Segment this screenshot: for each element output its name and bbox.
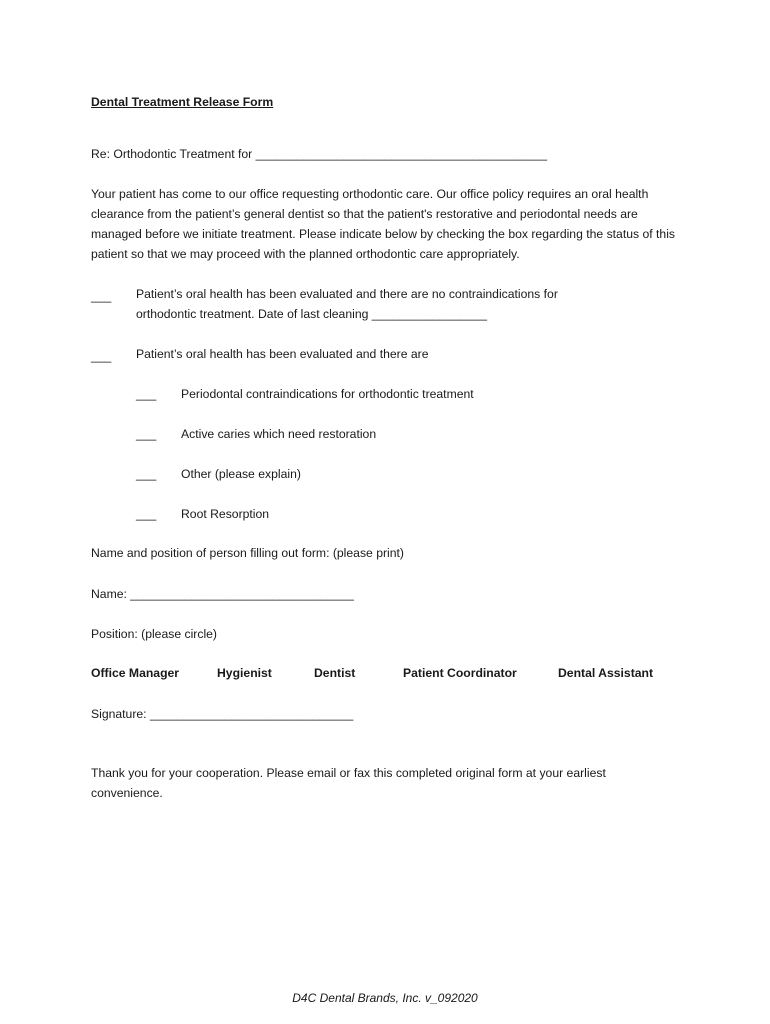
intro-paragraph: Your patient has come to our office requesting orthodontic care. Our office policy requires an oral health clearance from the patient’s general dentist so that the patient's restorative and periodontal needs are managed before we initiate treatment. Please indicate below by checking the box regarding the status of this patient so that we may proceed with the planned orthodontic care appropriately.	[91, 187, 675, 261]
position-dentist[interactable]: Dentist	[314, 666, 356, 680]
re-line: Re: Orthodontic Treatment for ___________________________________________	[91, 147, 548, 161]
option1-line1: Patient’s oral health has been evaluated and there are no contraindications for	[136, 287, 558, 301]
checkbox-blank-sub1[interactable]: ___	[136, 387, 157, 401]
sub-item-other: Other (please explain)	[181, 467, 301, 481]
position-patient-coordinator[interactable]: Patient Coordinator	[403, 666, 517, 680]
position-office-manager[interactable]: Office Manager	[91, 666, 180, 680]
form-title: Dental Treatment Release Form	[91, 95, 274, 109]
checkbox-blank-sub2[interactable]: ___	[136, 427, 157, 441]
name-position-prompt: Name and position of person filling out form: (please print)	[91, 546, 404, 560]
thanks-paragraph: Thank you for your cooperation. Please email or fax this completed original form at your earliest convenience.	[91, 766, 606, 800]
checkbox-blank-sub4[interactable]: ___	[136, 507, 157, 521]
option2-label: Patient’s oral health has been evaluated and there are	[136, 347, 429, 361]
option1-line2: orthodontic treatment. Date of last cleaning _________________	[136, 307, 487, 321]
sub-item-caries: Active caries which need restoration	[181, 427, 377, 441]
checkbox-blank-sub3[interactable]: ___	[136, 467, 157, 481]
signature-field[interactable]: Signature: ______________________________	[91, 707, 354, 721]
position-hygienist[interactable]: Hygienist	[217, 666, 272, 680]
name-field[interactable]: Name: _________________________________	[91, 587, 354, 601]
position-prompt: Position: (please circle)	[91, 627, 217, 641]
checkbox-blank-option1[interactable]: ___	[91, 289, 112, 303]
sub-item-root-resorption: Root Resorption	[181, 507, 270, 521]
sub-item-periodontal: Periodontal contraindications for orthodontic treatment	[181, 387, 474, 401]
footer-version: D4C Dental Brands, Inc. v_092020	[292, 991, 478, 1005]
position-dental-assistant[interactable]: Dental Assistant	[558, 666, 654, 680]
checkbox-blank-option2[interactable]: ___	[91, 349, 112, 363]
